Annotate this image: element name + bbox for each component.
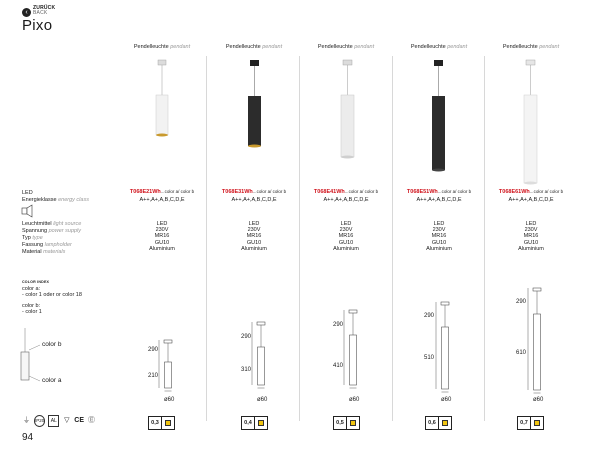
spec-type: MR16 <box>246 233 262 240</box>
ceiling-canopy <box>164 340 172 343</box>
badge-number: 0,5 <box>334 417 347 429</box>
lamp-count-badge <box>517 416 544 430</box>
led-icon <box>347 417 359 429</box>
label-de: Material <box>22 249 42 255</box>
ground-icon: ⏚ <box>23 417 30 424</box>
dim-diameter: ø60 <box>164 397 175 403</box>
spec-voltage: 230V <box>155 227 169 234</box>
dim-body-length: 510 <box>424 355 435 361</box>
dim-cable-length: 290 <box>516 299 527 305</box>
pendant-lamp-image <box>341 60 354 159</box>
dim-body-length: 610 <box>516 350 527 356</box>
lamp-count-badge <box>425 416 452 430</box>
spec-material: Aluminium <box>241 245 267 252</box>
label-de: Typ <box>22 235 31 241</box>
dim-diameter: ø60 <box>349 397 360 403</box>
spec-holder: GU10 <box>338 239 354 246</box>
led-icon <box>162 417 174 429</box>
code-number: T068E61Wh <box>498 189 530 195</box>
row-label-energy <box>22 197 89 203</box>
dim-cable-length: 290 <box>241 334 252 340</box>
certification-icons <box>22 415 96 427</box>
column-head-en: pendant <box>262 44 283 50</box>
ip20-icon: IP20 <box>34 415 45 427</box>
back-arrow-icon[interactable]: ‹ <box>22 8 31 17</box>
code-color: color a/ color b <box>164 189 195 194</box>
badge-number: 0,7 <box>518 417 531 429</box>
dim-body-length: 210 <box>148 373 159 379</box>
spec-block <box>485 221 577 252</box>
spec-voltage: 230V <box>247 227 261 234</box>
color-a-callout: color a <box>42 377 62 384</box>
lamp-type-icon <box>22 205 32 217</box>
code-color: color a/ color b <box>348 189 379 194</box>
led-icon <box>439 417 451 429</box>
dimension-drawings <box>159 288 541 393</box>
spec-block <box>116 221 208 252</box>
pendant-lamp-image <box>156 60 168 137</box>
code-number: T068E41Wh <box>313 189 345 195</box>
ceiling-canopy <box>441 302 449 305</box>
column-head-de: Pendelleuchte <box>317 44 353 50</box>
badge-number: 0,3 <box>149 417 162 429</box>
label-de: Leuchtmittel <box>22 221 52 227</box>
row-label-light-source <box>22 221 81 227</box>
column-head-en: pendant <box>539 44 560 50</box>
aluminium-icon: AL <box>48 415 59 427</box>
spec-light-source: LED <box>525 221 537 227</box>
pendant-lamp-image <box>432 60 445 172</box>
spec-voltage: 230V <box>339 227 353 234</box>
color-index-title: COLOR INDEX <box>22 280 50 284</box>
label-en: type <box>32 235 43 241</box>
spec-type: MR16 <box>523 233 539 240</box>
label-de: Energieklasse <box>22 197 57 203</box>
row-label-voltage <box>22 228 81 234</box>
color-b-value: - color 1 <box>22 309 42 315</box>
dim-diameter: ø60 <box>257 397 268 403</box>
color-b-callout: color b <box>42 341 62 348</box>
label-de: Fassung <box>22 242 44 248</box>
energy-classes: A++,A+,A,B,C,D,E <box>416 197 462 203</box>
badge-number: 0,4 <box>242 417 255 429</box>
code-number: T068E51Wh <box>406 189 438 195</box>
page-title: Pixo <box>22 17 53 34</box>
row-label-type <box>22 235 43 241</box>
label-de: Spannung <box>22 228 48 234</box>
pendant-lamp-image <box>524 60 537 185</box>
led-icon <box>531 417 543 429</box>
spec-light-source: LED <box>340 221 352 227</box>
lamp-body-outline <box>442 327 449 389</box>
column-head-en: pendant <box>447 44 468 50</box>
ceiling-canopy <box>533 288 541 291</box>
spec-material: Aluminium <box>149 245 175 252</box>
page-number: 94 <box>22 432 34 443</box>
spec-material: Aluminium <box>518 245 544 252</box>
label-en: energy class <box>58 197 89 203</box>
lamp-count-badge <box>241 416 268 430</box>
lamp-body-outline <box>165 362 172 388</box>
dim-cable-length: 290 <box>148 347 159 353</box>
column-head-de: Pendelleuchte <box>133 44 169 50</box>
ceiling-canopy <box>257 322 265 325</box>
spec-light-source: LED <box>156 221 168 227</box>
product-code: T068E51Wh...color a/ color b <box>406 189 472 195</box>
label-en: light source <box>53 221 82 227</box>
led-icon <box>255 417 267 429</box>
row-label-holder <box>22 242 72 248</box>
dim-diameter: ø60 <box>441 397 452 403</box>
pendant-lamp-image <box>248 60 261 148</box>
badge-number: 0,6 <box>426 417 439 429</box>
energy-classes: A++,A+,A,B,C,D,E <box>231 197 277 203</box>
spec-type: MR16 <box>338 233 354 240</box>
label-en: lampholder <box>44 242 72 248</box>
energy-classes: A++,A+,A,B,C,D,E <box>323 197 369 203</box>
triangle-icon: ▽ <box>64 417 70 424</box>
spec-material: Aluminium <box>333 245 359 252</box>
color-index-illustration <box>21 328 40 381</box>
row-label-led: LED <box>22 190 33 196</box>
lamp-body-outline <box>350 335 357 385</box>
column-head-de: Pendelleuchte <box>502 44 538 50</box>
spec-light-source: LED <box>433 221 445 227</box>
color-a-title: color a: <box>22 286 41 292</box>
spec-type: MR16 <box>431 233 447 240</box>
code-number: T068E31Wh <box>221 189 253 195</box>
spec-block <box>208 221 300 252</box>
spec-holder: GU10 <box>154 239 170 246</box>
spec-holder: GU10 <box>431 239 447 246</box>
ce-mark-icon: CE <box>74 417 84 424</box>
label-en: materials <box>43 249 66 255</box>
spec-voltage: 230V <box>524 227 538 234</box>
spec-voltage: 230V <box>432 227 446 234</box>
product-code: T068E41Wh...color a/ color b <box>313 189 379 195</box>
column-head-en: pendant <box>170 44 191 50</box>
lamp-body-outline <box>534 314 541 390</box>
dim-cable-length: 290 <box>333 322 344 328</box>
dim-body-length: 410 <box>333 363 344 369</box>
code-color: color a/ color b <box>441 189 472 194</box>
lamp-count-badge <box>148 416 175 430</box>
color-a-value: - color 1 oder or color 18 <box>22 292 82 298</box>
product-code: T068E21Wh...color a/ color b <box>129 189 195 195</box>
color-b-title: color b: <box>22 303 41 309</box>
column-head-en: pendant <box>354 44 375 50</box>
product-code: T068E61Wh...color a/ color b <box>498 189 564 195</box>
spec-material: Aluminium <box>426 245 452 252</box>
lamp-body-outline <box>258 347 265 385</box>
ceiling-canopy <box>349 310 357 313</box>
row-label-material <box>22 249 65 255</box>
dim-diameter: ø60 <box>533 397 544 403</box>
spec-block <box>300 221 392 252</box>
energy-classes: A++,A+,A,B,C,D,E <box>508 197 554 203</box>
column-head-de: Pendelleuchte <box>410 44 446 50</box>
back-label-en[interactable]: BACK <box>33 10 48 16</box>
spec-block <box>393 221 485 252</box>
label-en: power supply <box>48 228 82 234</box>
energy-mark-icon: Ⓔ <box>88 417 95 424</box>
spec-holder: GU10 <box>246 239 262 246</box>
column-head-de: Pendelleuchte <box>225 44 261 50</box>
dim-body-length: 310 <box>241 367 252 373</box>
back-label-de[interactable]: ZURÜCK <box>33 5 56 11</box>
product-code: T068E31Wh...color a/ color b <box>221 189 287 195</box>
energy-classes: A++,A+,A,B,C,D,E <box>139 197 185 203</box>
dim-cable-length: 290 <box>424 313 435 319</box>
lamp-count-badge <box>333 416 360 430</box>
code-color: color a/ color b <box>533 189 564 194</box>
code-number: T068E21Wh <box>129 189 161 195</box>
code-color: color a/ color b <box>256 189 287 194</box>
spec-type: MR16 <box>154 233 170 240</box>
spec-light-source: LED <box>248 221 260 227</box>
spec-holder: GU10 <box>523 239 539 246</box>
